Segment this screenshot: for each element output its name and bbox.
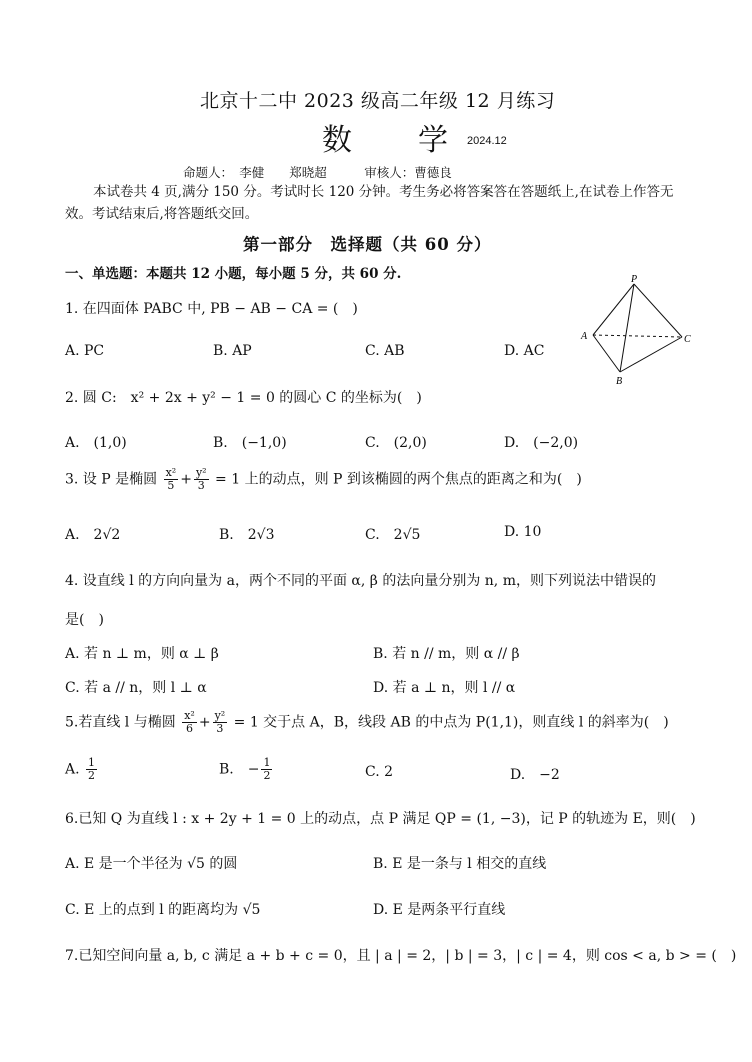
edge-pb <box>620 284 634 372</box>
exam-title: 北京十二中 2023 级高二年级 12 月练习 <box>200 90 556 112</box>
question-3-option-d[interactable]: D. 10 <box>504 524 542 540</box>
question-4-option-c[interactable]: C. 若 a // n，则 l ⊥ α <box>65 680 207 696</box>
fraction-numerator: y² <box>214 709 226 722</box>
question-1-option-c[interactable]: C. AB <box>365 343 405 359</box>
question-5-option-b[interactable] <box>219 757 274 782</box>
question-5-stem-post: = 1 交于点 A，B，线段 AB 的中点为 P(1,1)，则直线 l 的斜率为( ) <box>233 714 669 731</box>
option-a-fraction <box>86 757 97 782</box>
question-5-option-c[interactable]: C. 2 <box>365 764 394 780</box>
fraction-denominator: 5 <box>167 479 175 492</box>
question-6-option-b[interactable]: B. E 是一条与 l 相交的直线 <box>373 856 547 872</box>
question-1-stem: 1. 在四面体 PABC 中, PB − AB − CA = ( ) <box>65 301 358 317</box>
question-6-option-d[interactable]: D. E 是两条平行直线 <box>373 902 506 918</box>
fraction-denominator: 3 <box>216 722 224 735</box>
question-4-option-d[interactable]: D. 若 a ⊥ n，则 l // α <box>373 680 516 696</box>
question-3-stem-pre: 3. 设 P 是椭圆 <box>65 471 158 488</box>
instructions: 本试卷共 4 页,满分 150 分。考试时长 120 分钟。考生务必将答案答在答题纸上,在试卷上作答无效。考试结束后,将答题纸交回。 <box>65 184 674 222</box>
tetrahedron-figure <box>578 272 698 390</box>
question-6-option-a[interactable]: A. E 是一个半径为 √5 的圆 <box>65 856 238 872</box>
question-4-stem: 4. 设直线 l 的方向向量为 a，两个不同的平面 α, β 的法向量分别为 n, m，则下列说法中错误的 <box>65 573 656 589</box>
fraction-numerator: 1 <box>263 756 271 769</box>
vertex-label-b: B <box>616 376 623 387</box>
vertex-label-a: A <box>581 331 588 342</box>
question-2-option-c[interactable]: C. (2,0) <box>365 435 427 451</box>
question-2-option-d[interactable]: D. (−2,0) <box>504 435 579 451</box>
section-title: 第一部分 选择题（共 60 分） <box>243 235 492 254</box>
question-3-option-c[interactable]: C. 2√5 <box>365 527 421 543</box>
question-7-stem: 7.已知空间向量 a, b, c 满足 a + b + c = 0，且 | a | = 2，| b | = 3，| c | = 4，则 cos < a, b > = ( ) <box>65 948 737 964</box>
edge-pc <box>634 284 682 337</box>
edge-ab <box>593 335 620 372</box>
question-5-option-a[interactable] <box>65 757 99 782</box>
authors-line: 命题人： 李健 郑晓超 审核人：曹德良 <box>183 165 452 180</box>
question-6-option-c[interactable]: C. E 上的点到 l 的距离均为 √5 <box>65 902 261 918</box>
question-1-option-b[interactable]: B. AP <box>213 343 252 359</box>
question-3-option-a[interactable]: A. 2√2 <box>65 527 121 543</box>
option-b-fraction <box>261 757 272 782</box>
question-5-fraction-y <box>213 710 228 735</box>
question-3-stem-post: = 1 上的动点，则 P 到该椭圆的两个焦点的距离之和为( ) <box>215 471 582 488</box>
question-5-stem-pre: 5.若直线 l 与椭圆 <box>65 714 176 731</box>
vertex-label-p: P <box>631 274 638 285</box>
question-5-option-d[interactable]: D. −2 <box>510 767 560 783</box>
fraction-numerator: 1 <box>88 756 96 769</box>
question-3-fraction-x <box>164 467 179 492</box>
question-4-option-a[interactable]: A. 若 n ⊥ m，则 α ⊥ β <box>65 646 219 662</box>
fraction-denominator: 3 <box>197 479 205 492</box>
question-6-stem: 6.已知 Q 为直线 l : x + 2y + 1 = 0 上的动点，点 P 满足 QP = (1, −3)，记 P 的轨迹为 E，则( ) <box>65 811 696 827</box>
question-2-stem: 2. 圆 C: x² + 2x + y² − 1 = 0 的圆心 C 的坐标为( ) <box>65 390 422 406</box>
question-3-stem: 3. 设 P 是椭圆 $\frac{\text{x²}}{5}$ + $\frac{\text{y²}}{3}$ = 1 上的动点，则 P 到该椭圆的两个焦点的距离之和为( ) <box>65 466 582 492</box>
question-1-option-a[interactable]: A. PC <box>65 343 105 359</box>
option-letter: B. − <box>219 761 260 778</box>
fraction-denominator: 2 <box>88 769 96 782</box>
fraction-denominator: 6 <box>186 722 194 735</box>
question-3-fraction-y <box>194 467 209 492</box>
fraction-denominator: 2 <box>263 769 271 782</box>
vertex-label-c: C <box>684 334 691 345</box>
fraction-numerator: y² <box>195 466 207 479</box>
option-letter: A. <box>65 761 80 778</box>
question-3-option-b[interactable]: B. 2√3 <box>219 527 275 543</box>
edge-pa <box>593 284 634 335</box>
fraction-numerator: x² <box>165 466 177 479</box>
section-subtitle: 一、单选题：本题共 12 小题，每小题 5 分，共 60 分. <box>65 266 402 282</box>
question-1-option-d[interactable]: D. AC <box>504 343 545 359</box>
question-4-option-b[interactable]: B. 若 n // m，则 α // β <box>373 646 520 662</box>
question-5-fraction-x <box>182 710 197 735</box>
question-2-option-a[interactable]: A. (1,0) <box>65 435 127 451</box>
question-4-stem-continued: 是( ) <box>65 612 104 628</box>
question-2-option-b[interactable]: B. (−1,0) <box>213 435 287 451</box>
exam-date: 2024.12 <box>467 135 507 147</box>
fraction-numerator: x² <box>184 709 195 722</box>
question-5-stem: 5.若直线 l 与椭圆 $\frac{\text{x²}}{6}$ + $\frac{\text{y²}}{3}$ = 1 交于点 A，B，线段 AB 的中点为 P(1,1)，则直线 l 的斜率为( ) <box>65 709 669 735</box>
edge-ac <box>593 335 682 337</box>
edge-bc <box>620 337 682 372</box>
subject-title: 数 学 <box>322 123 450 158</box>
